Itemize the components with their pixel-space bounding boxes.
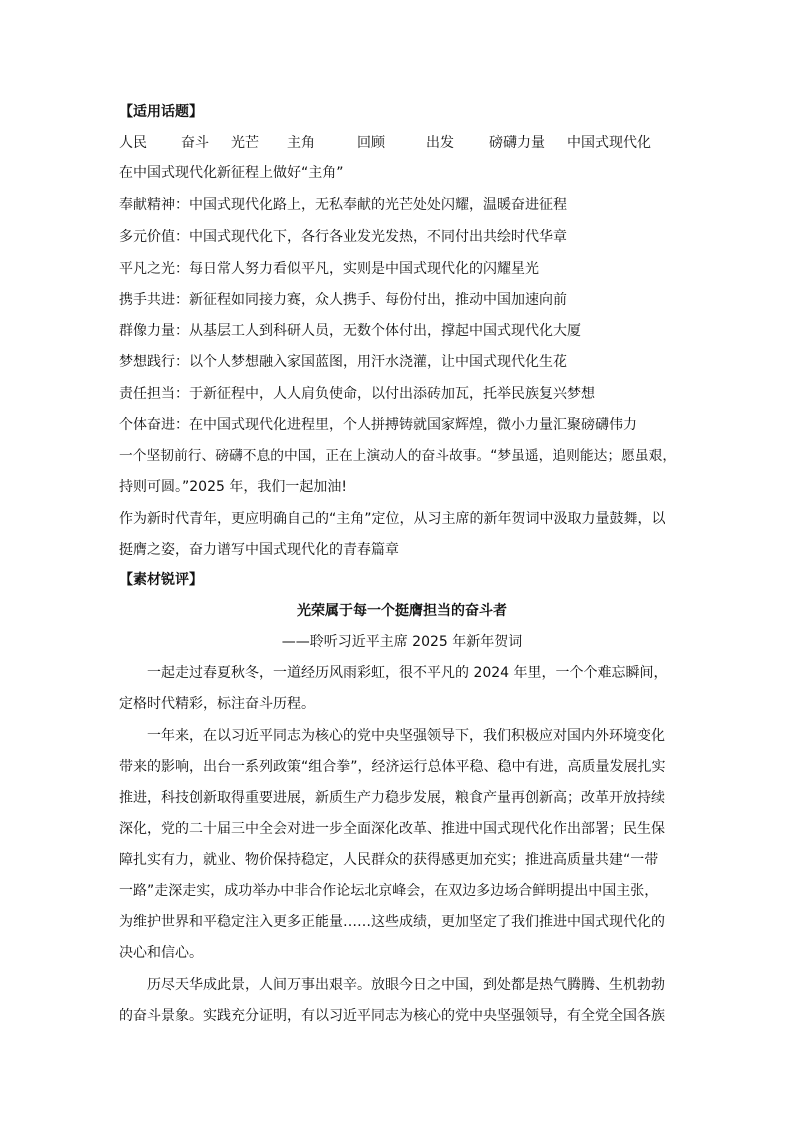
body-line: 为维护世界和平稳定注入更多正能量……这些成绩，更加坚定了我们推进中国式现代化的: [119, 914, 665, 930]
phrase-line: 梦想践行：以个人梦想融入家国蓝图，用汗水浇灌，让中国式现代化生花: [119, 354, 567, 370]
body-line: 历尽天华成此景，人间万事出艰辛。放眼今日之中国，到处都是热气腾腾、生机勃勃: [147, 977, 665, 993]
paragraph-line: 作为新时代青年，更应明确自己的“主角”定位，从习主席的新年贺词中汲取力量鼓舞，以: [119, 511, 666, 527]
body-line: 障扎实有力，就业、物价保持稳定，人民群众的获得感更加充实；推进高质量共建“一带: [119, 852, 659, 868]
article-subtitle: ——聆听习近平主席 2025 年新年贺词: [281, 634, 523, 650]
topic-item: 回顾: [357, 135, 385, 151]
phrase-line: 群像力量：从基层工人到科研人员，无数个体付出，撑起中国式现代化大厦: [119, 323, 581, 339]
topic-item: 磅礴力量: [489, 135, 545, 151]
phrase-line: 携手共进：新征程如同接力赛，众人携手、每份付出，推动中国加速向前: [119, 292, 567, 308]
body-line: 深化，党的二十届三中全会对进一步全面深化改革、推进中国式现代化作出部署；民生保: [119, 821, 665, 837]
section-heading-commentary: 【素材锐评】: [119, 572, 203, 588]
phrase-line: 奉献精神：中国式现代化路上，无私奉献的光芒处处闪耀，温暖奋进征程: [119, 197, 567, 213]
paragraph-line: 挺膺之姿，奋力谱写中国式现代化的青春篇章: [119, 542, 399, 558]
phrase-line: 平凡之光：每日常人努力看似平凡，实则是中国式现代化的闪耀星光: [119, 261, 539, 277]
body-line: 带来的影响，出台一系列政策“组合拳”，经济运行总体平稳、稳中有进，高质量发展扎实: [119, 759, 666, 775]
body-line: 一年来，在以习近平同志为核心的党中央坚强领导下，我们积极应对国内外环境变化: [147, 728, 665, 744]
body-line: 定格时代精彩，标注奋斗历程。: [119, 696, 315, 712]
body-line: 决心和信心。: [119, 945, 203, 961]
body-line: 一起走过春夏秋冬，一道经历风雨彩虹，很不平凡的 2024 年里，一个个难忘瞬间，: [147, 665, 668, 681]
phrase-line: 个体奋进：在中国式现代化进程里，个人拼搏铸就国家辉煌，微小力量汇聚磅礴伟力: [119, 417, 637, 433]
phrase-line: 责任担当：于新征程中，人人肩负使命，以付出添砖加瓦，托举民族复兴梦想: [119, 386, 595, 402]
topic-item: 出发: [426, 135, 454, 151]
paragraph-line: 一个坚韧前行、磅礴不息的中国，正在上演动人的奋斗故事。“梦虽遥，追则能达；愿虽艰，: [119, 448, 677, 464]
topic-item: 光芒: [231, 135, 259, 151]
topic-item: 奋斗: [181, 135, 209, 151]
topic-item: 人民: [119, 135, 147, 151]
phrase-line: 多元价值：中国式现代化下，各行各业发光发热，不同付出共绘时代华章: [119, 229, 567, 245]
body-line: 的奋斗景象。实践充分证明，有以习近平同志为核心的党中央坚强领导，有全党全国各族: [119, 1008, 665, 1024]
topic-item: 中国式现代化: [567, 135, 651, 151]
topic-item: 主角: [287, 135, 315, 151]
body-line: 推进，科技创新取得重要进展，新质生产力稳步发展，粮食产量再创新高；改革开放持续: [119, 790, 665, 806]
article-title: 光荣属于每一个挺膺担当的奋斗者: [297, 603, 507, 619]
topic-list: [119, 133, 679, 153]
paragraph-line: 持则可圆。”2025 年，我们一起加油!: [119, 479, 347, 495]
section-heading-topics: 【适用话题】: [119, 104, 203, 120]
body-line: 一路”走深走实，成功举办中非合作论坛北京峰会，在双边多边场合鲜明提出中国主张，: [119, 883, 659, 899]
theme-title: 在中国式现代化新征程上做好“主角”: [119, 165, 344, 181]
